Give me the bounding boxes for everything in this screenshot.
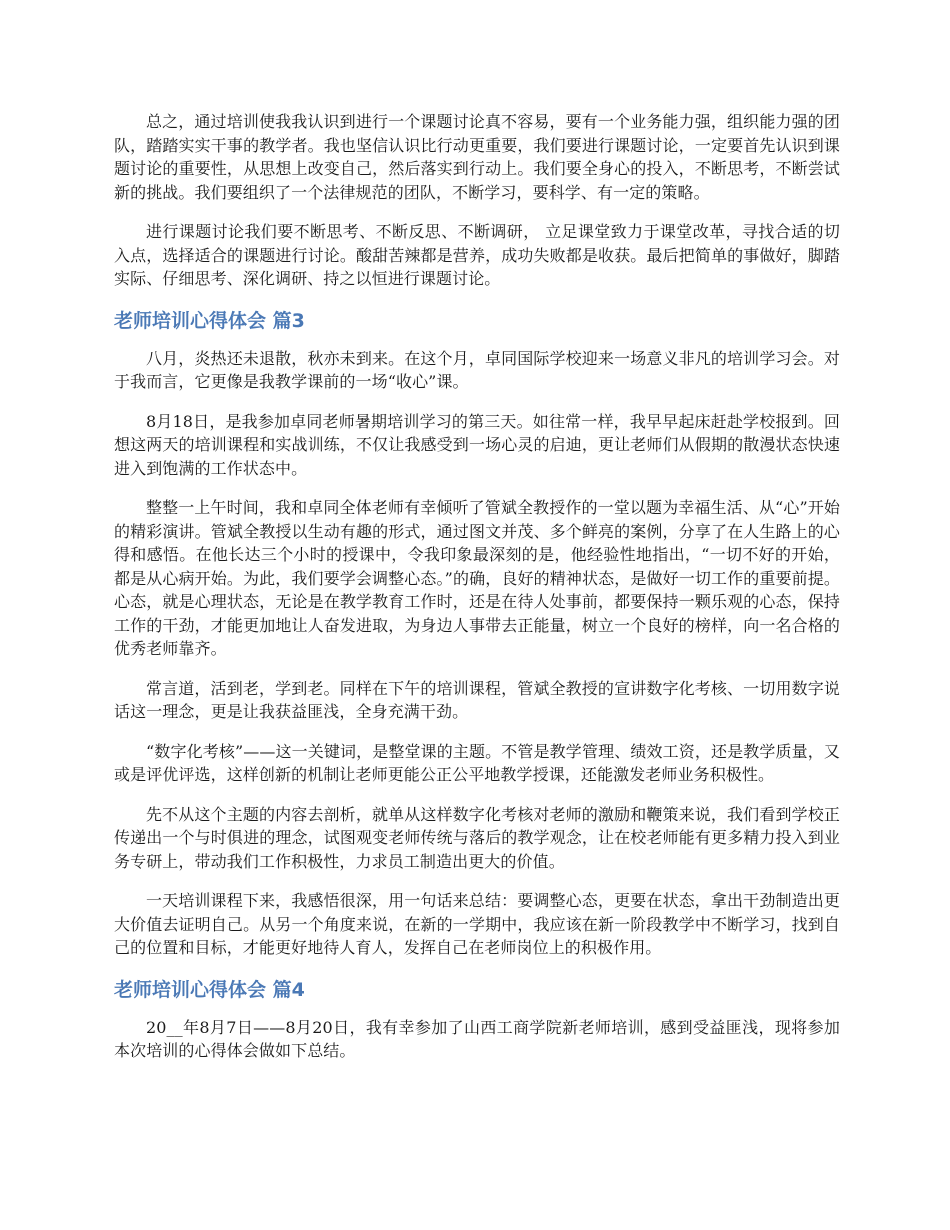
section-3-paragraph-4: 常言道，活到老，学到老。同样在下午的培训课程，管斌全教授的宣讲数字化考核、一切用数字说话这一理念，更是让我获益匪浅，全身充满干劲。 [114, 678, 840, 721]
intro-paragraph-2: 进行课题讨论我们要不断思考、不断反思、不断调研， 立足课堂致力于课堂改革，寻找合适的切入点，选择适合的课题进行讨论。酸甜苦辣都是营养，成功失败都是收获。最后把简单的事做好，脚踏实际、仔细思考、深化调研、持之以恒进行课题讨论。 [114, 222, 840, 288]
section-4 [114, 976, 840, 1063]
section-3-paragraph-7: 一天培训课程下来，我感悟很深，用一句话来总结：要调整心态，更要在状态，拿出干劲制造出更大价值去证明自己。从另一个角度来说，在新的一学期中，我应该在新一阶段教学中不断学习，找到自己的位置和目标，才能更好地待人育人，发挥自己在老师岗位上的积极作用。 [114, 891, 840, 957]
section-4-paragraph-1: 20__年8月7日——8月20日，我有幸参加了山西工商学院新老师培训，感到受益匪浅，现将参加本次培训的心得体会做如下总结。 [114, 1017, 840, 1060]
section-3-paragraph-5: “数字化考核”——这一关键词，是整堂课的主题。不管是教学管理、绩效工资，还是教学质量，又或是评优评选，这样创新的机制让老师更能公正公平地教学授课，还能激发老师业务积极性。 [114, 741, 840, 784]
section-3-paragraph-1: 八月，炎热还未退散，秋亦未到来。在这个月，卓同国际学校迎来一场意义非凡的培训学习会。对于我而言，它更像是我教学课前的一场“收心”课。 [114, 348, 840, 391]
intro-paragraph-1: 总之，通过培训使我我认识到进行一个课题讨论真不容易，要有一个业务能力强，组织能力强的团队，踏踏实实干事的教学者。我也坚信认识比行动更重要，我们要进行课题讨论，一定要首先认识到课题讨论的重要性，从思想上改变自己，然后落实到行动上。我们要全身心的投入，不断思考，不断尝试新的挑战。我们要组织了一个法律规范的团队，不断学习，要科学、有一定的策略。 [114, 112, 840, 202]
section-3-paragraph-3: 整整一上午时间，我和卓同全体老师有幸倾听了管斌全教授作的一堂以题为幸福生活、从“心”开始的精彩演讲。管斌全教授以生动有趣的形式，通过图文并茂、多个鲜亮的案例，分享了在人生路上的心得和感悟。在他长达三个小时的授课中，令我印象最深刻的是，他经验性地指出，“一切不好的开始，都是从心病开始。为此，我们要学会调整心态。”的确，良好的精神状态，是做好一切工作的重要前提。心态，就是心理状态，无论是在教学教育工作时，还是在待人处事前，都要保持一颗乐观的心态，保持工作的干劲，才能更加地让人奋发进取，为身边人事带去正能量，树立一个良好的榜样，向一名合格的优秀老师靠齐。 [114, 498, 840, 658]
document-page [114, 110, 840, 1079]
section-3 [114, 307, 840, 960]
section-3-paragraph-2: 8月18日，是我参加卓同老师暑期培训学习的第三天。如往常一样，我早早起床赶赴学校报到。回想这两天的培训课程和实战训练，不仅让我感受到一场心灵的启迪，更让老师们从假期的散漫状态快速进入到饱满的工作状态中。 [114, 411, 840, 478]
section-4-heading: 老师培训心得体会 篇4 [114, 978, 305, 1001]
section-3-heading: 老师培训心得体会 篇3 [114, 309, 305, 332]
section-3-paragraph-6: 先不从这个主题的内容去剖析，就单从这样数字化考核对老师的激励和鞭策来说，我们看到学校正传递出一个与时俱进的理念，试图观变老师传统与落后的教学观念，让在校老师能有更多精力投入到业务专研上，带动我们工作积极性，力求员工制造出更大的价值。 [114, 804, 840, 871]
